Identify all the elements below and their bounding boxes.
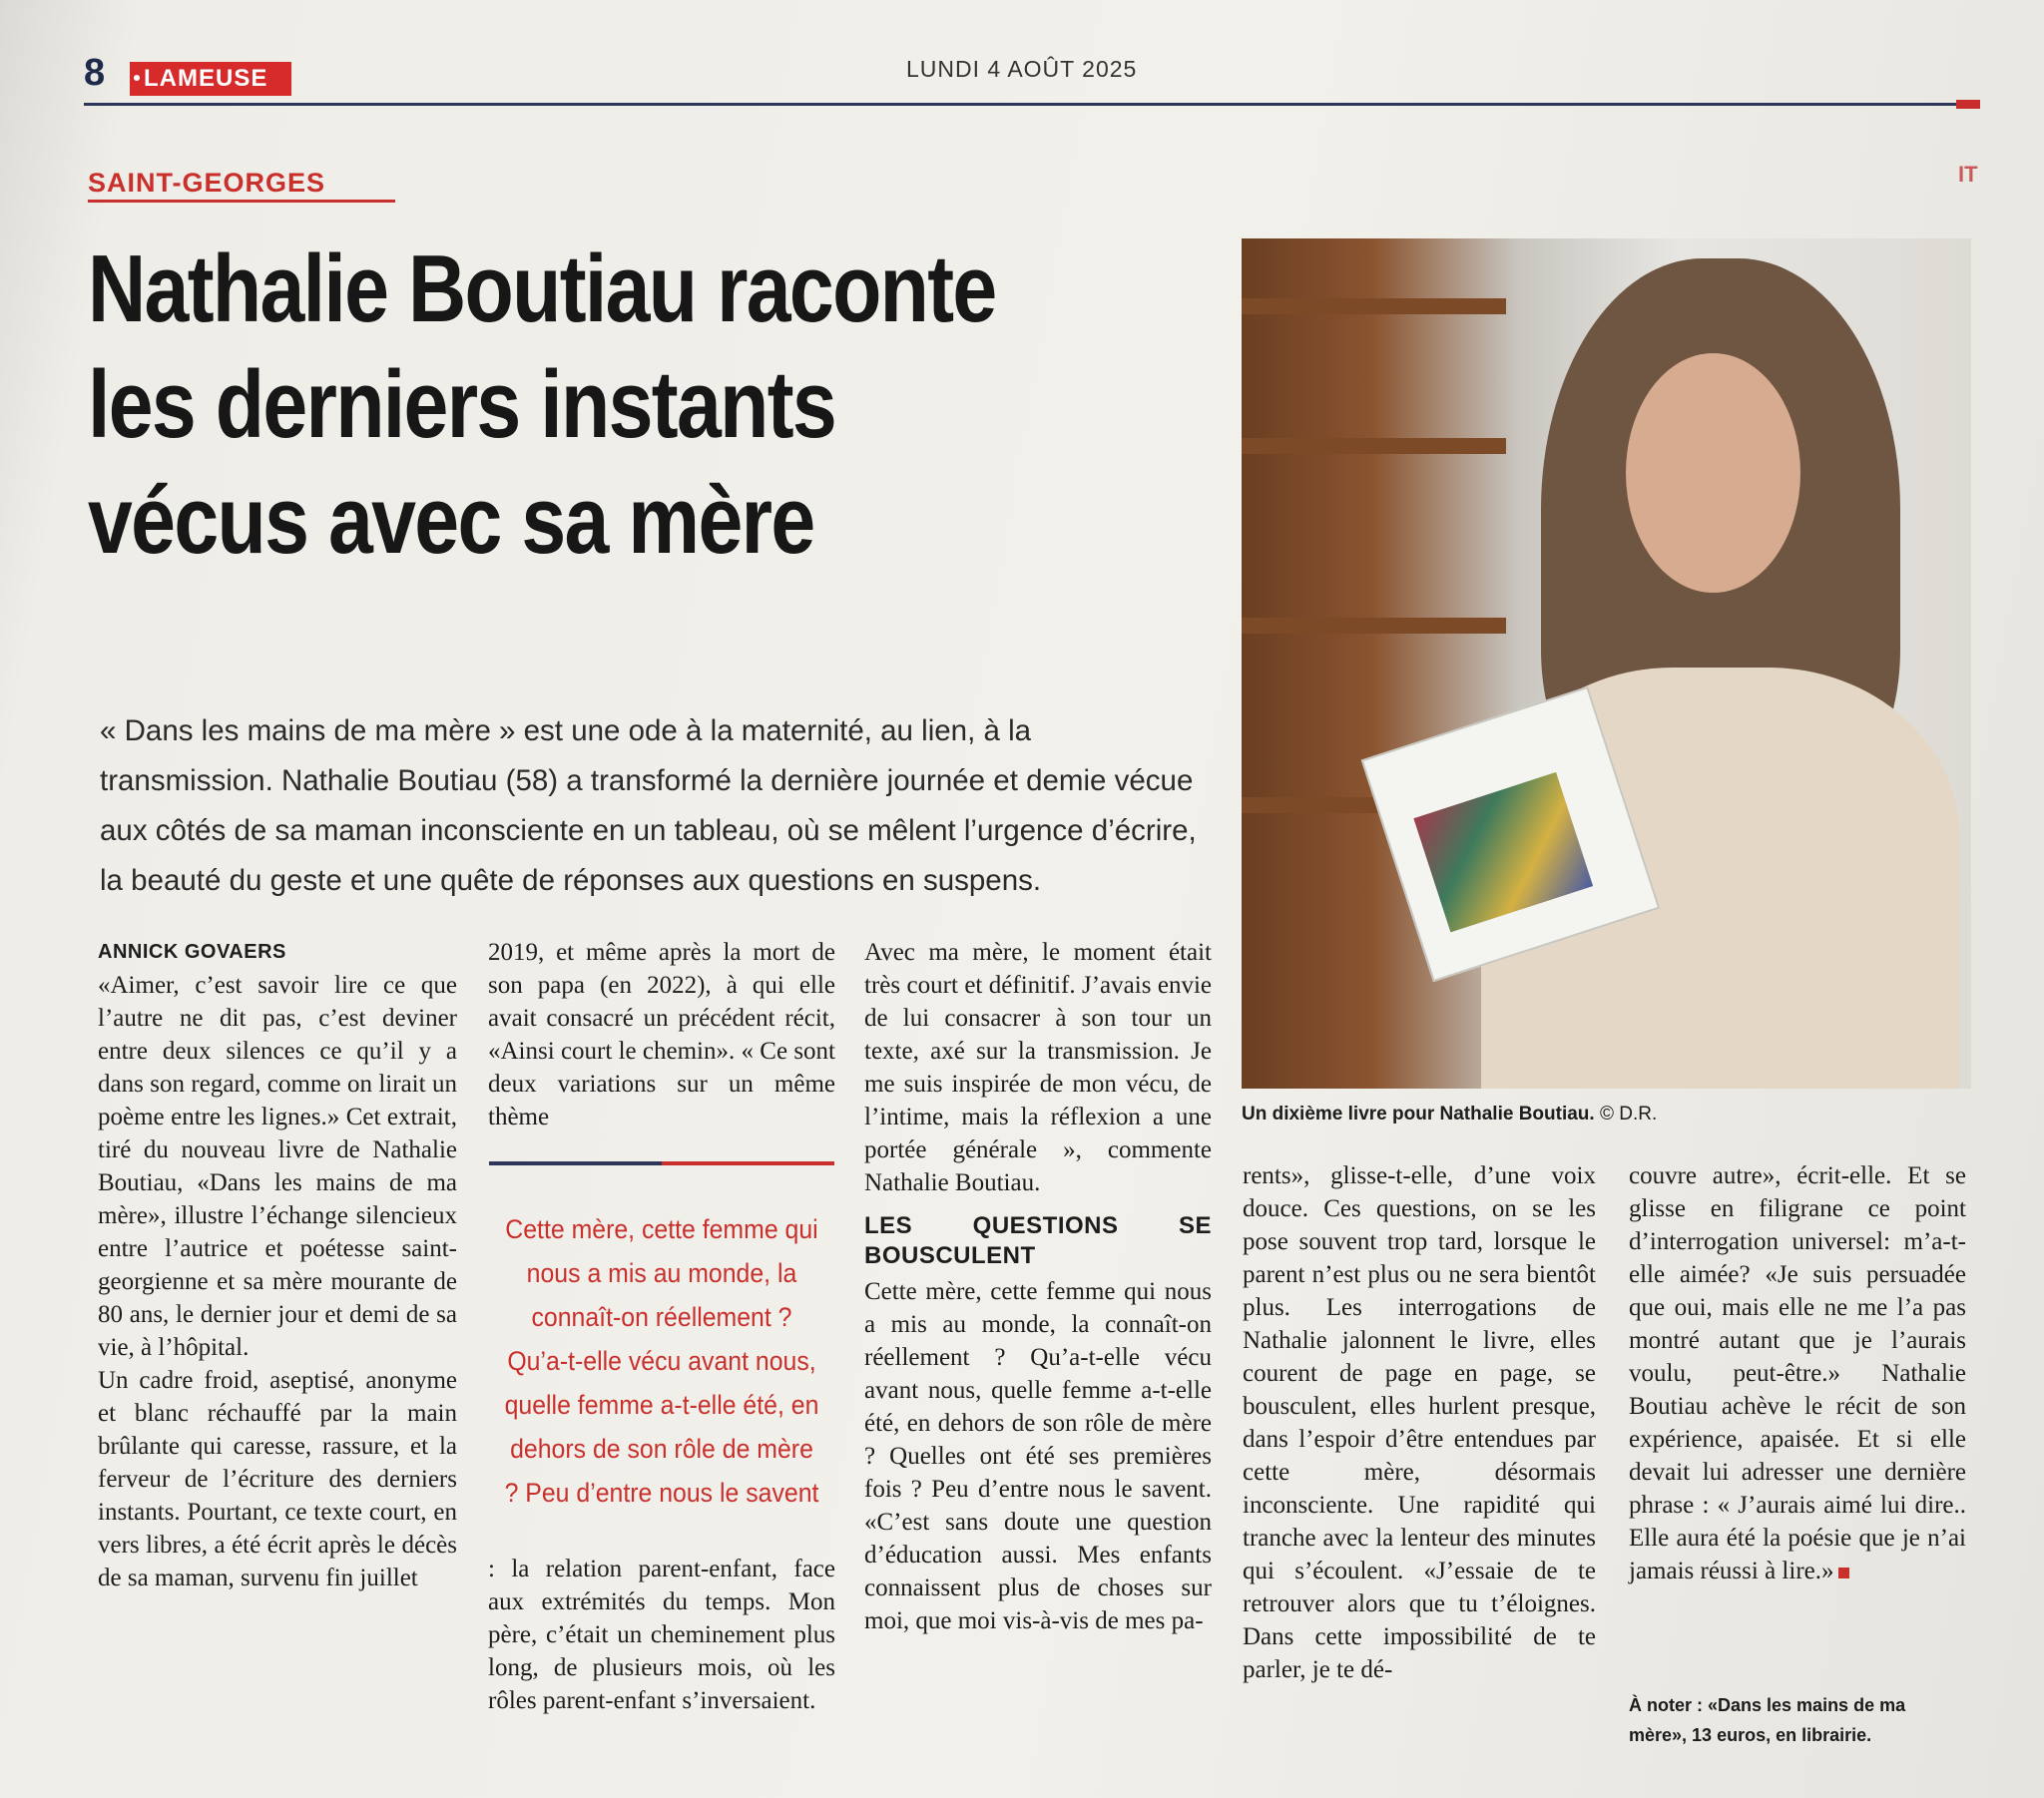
- kicker-underline: [88, 200, 395, 203]
- caption-credit: © D.R.: [1599, 1104, 1658, 1124]
- article-column-2-bottom: [488, 1553, 835, 1717]
- portrait-face: [1626, 353, 1800, 593]
- end-mark-icon: [1838, 1568, 1849, 1578]
- column-3-paragraph-2: Cette mère, cette femme qui nous a mis au monde, la connaît-on réellement ? Qu’a-t-elle vécu avant nous, quelle femme a-t-elle été, en dehors de son rôle de mère ? Quelles ont été ses premières fois ? Peu d’entre nous le savent. «C’est sans doute une question d’éducation aussi. Mes enfants connaissent plus de choses sur moi, que moi vis-à-vis de mes pa-: [864, 1278, 1212, 1634]
- pullquote-rule: [489, 1161, 834, 1165]
- newspaper-logo: LAMEUSE: [130, 62, 291, 96]
- pullquote: Cette mère, cette femme qui nous a mis au monde, la connaît-on réellement ? Qu’a-t-elle vécu avant nous, quelle femme a-t-elle été, en dehors de son rôle de mère ? Peu d’entre nous le savent: [504, 1214, 819, 1508]
- column-5-text: couvre autre», écrit-elle. Et se glisse en filigrane ce point d’interrogation universel: m’a-t-elle aimée? «Je suis persuadée que oui, mais elle ne me l’a pas montré autant que je l’aurais voulu, peut-être.» Nathalie Boutiau achève le récit de son expérience, apaisée. Et si elle devait lui adresser une dernière phrase : « J’aurais aimé lui dire.. Elle aura été la poésie que je n’ai jamais réussi à lire.»: [1629, 1162, 1966, 1584]
- section-kicker: SAINT-GEORGES: [88, 168, 326, 198]
- article-column-1: [98, 936, 457, 1594]
- column-1-paragraph-2: Un cadre froid, aseptisé, anonyme et blanc réchauffé par la main brûlante qui caresse, rassure, et la ferveur de l’écriture des derniers instants. Pourtant, ce texte court, en vers libres, a été écrit après le décès de sa maman, survenu fin juillet: [98, 1367, 457, 1591]
- column-4-paragraph: rents», glisse-t-elle, d’une voix douce. Ces questions, on se les pose souvent trop tard, lorsque le parent n’est plus ou ne sera bientôt plus. Les interrogations de Nathalie jalonnent le livre, elles courent de page en page, se bousculent, elles hurlent presque, dans l’espoir d’être entendues par cette mère, désormais inconsciente. Une rapidité qui tranche avec la lenteur des minutes qui s’écoulent. «J’essaie de te retrouver alors que tu t’éloignes. Dans cette impossibilité de te parler, je te dé-: [1243, 1162, 1596, 1683]
- header-rule-accent: [1956, 100, 1980, 109]
- article-column-3: [864, 936, 1212, 1637]
- book-cover: [1413, 772, 1593, 932]
- article-headline: Nathalie Boutiau raconte les derniers instants vécus avec sa mère: [88, 235, 996, 574]
- byline: ANNICK GOVAERS: [98, 941, 286, 963]
- article-column-2-top: [488, 936, 835, 1133]
- photo-caption: [1242, 1104, 1657, 1125]
- book-note: À noter : «Dans les mains de ma mère», 13 euros, en librairie.: [1629, 1695, 1906, 1745]
- shelf: [1242, 618, 1506, 634]
- bleed-through-text: IT: [1958, 162, 1978, 187]
- header-rule: [84, 103, 1980, 106]
- column-2-paragraph-2: : la relation parent-enfant, face aux extrémités du temps. Mon père, c’était un cheminement plus long, de plusieurs mois, où les rôles parent-enfant s’inversaient.: [488, 1556, 835, 1714]
- column-1-paragraph-1: «Aimer, c’est savoir lire ce que l’autre ne dit pas, c’est deviner entre deux silences ce qu’il y a dans son regard, comme on lirait un poème entre les lignes.» Cet extrait, tiré du nouveau livre de Nathalie Boutiau, «Dans les mains de ma mère», illustre l’échange silencieux entre l’autrice et poétesse saint-georgienne et sa mère mourante de 80 ans, le dernier jour et demi de sa vie, à l’hôpital.: [98, 972, 457, 1361]
- article-lede: « Dans les mains de ma mère » est une ode à la maternité, au lien, à la transmission. Nathalie Boutiau (58) a transformé la dernière journée et demie vécue aux côtés de sa maman inconsciente en un tableau, où se mêlent l’urgence d’écrire, la beauté du geste et une quête de réponses aux questions en suspens.: [100, 714, 1197, 897]
- column-2-paragraph-1: 2019, et même après la mort de son papa (en 2022), à qui elle avait consacré un précédent récit, «Ainsi court le chemin». « Ce sont deux variations sur un même thème: [488, 939, 835, 1130]
- article-photo: [1242, 238, 1971, 1089]
- article-column-4: [1243, 1159, 1596, 1686]
- section-subhead: LES QUESTIONS SE BOUSCULENT: [864, 1212, 1212, 1269]
- shelf: [1242, 438, 1506, 454]
- column-3-paragraph-1: Avec ma mère, le moment était très court et définitif. J’avais envie de lui consacrer à son tour un texte, axé sur la transmission. Je me suis inspirée de mon vécu, de l’intime, mais la réflexion a une portée générale », commente Nathalie Boutiau.: [864, 939, 1212, 1196]
- caption-text: Un dixième livre pour Nathalie Boutiau.: [1242, 1104, 1595, 1124]
- shelf: [1242, 298, 1506, 314]
- column-5-paragraph: [1629, 1159, 1966, 1587]
- page-number: 8: [84, 52, 106, 94]
- issue-date: LUNDI 4 AOÛT 2025: [906, 56, 1138, 82]
- article-column-5: [1629, 1159, 1966, 1587]
